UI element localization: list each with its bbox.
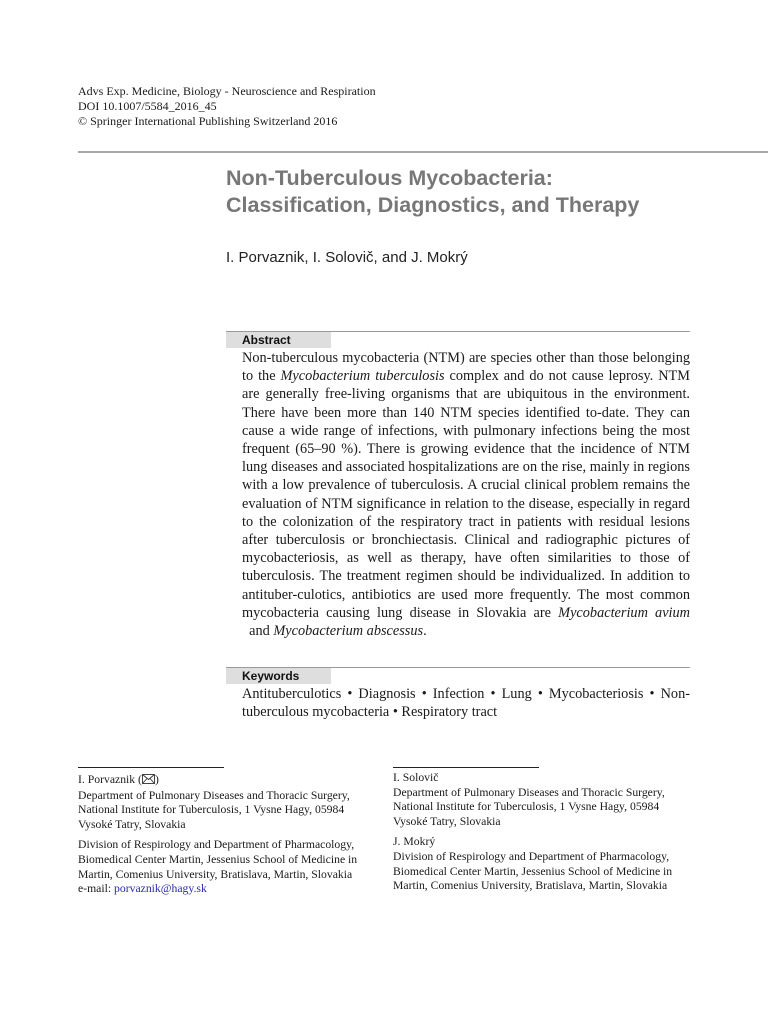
abstract-part-3: and — [242, 623, 274, 640]
title-line-1: Non-Tuberculous Mycobacteria: — [226, 166, 553, 190]
author-name-solovic: I. Solovič — [393, 771, 439, 784]
affiliation-left — [78, 773, 368, 897]
envelope-icon — [142, 774, 155, 789]
keywords-text: Antituberculotics • Diagnosis • Infection • Lung • Mycobacteriosis • Non-tuberculous mycobacteria • Respiratory tract — [242, 686, 690, 721]
affiliation-right-dept1: Department of Pulmonary Diseases and Thoracic Surgery, National Institute for Tuberculosis, 1 Vysne Hagy, 05984 Vysoké Tatry, Slovakia — [393, 785, 665, 828]
footnote-rule-left — [78, 767, 224, 768]
paper-title — [226, 165, 746, 219]
author-name-porvaznik: I. Porvaznik ( — [78, 773, 142, 786]
email-line — [78, 882, 368, 897]
abstract-italic-3: Mycobacterium abscessus — [273, 623, 424, 640]
author-list: I. Porvaznik, I. Solovič, and J. Mokrý — [226, 249, 468, 266]
header-rule — [78, 151, 768, 153]
affiliation-right-dept2: Division of Respirology and Department of Pharmacology, Biomedical Center Martin, Jessenius School of Medicine in Martin, Comenius University, Bratislava, Martin, Slovakia — [393, 849, 673, 893]
affiliation-right — [393, 771, 683, 894]
keywords-label: Keywords — [226, 668, 331, 684]
email-link[interactable]: porvaznik@hagy.sk — [114, 882, 207, 896]
title-line-2: Classification, Diagnostics, and Therapy — [226, 193, 640, 217]
copyright: © Springer International Publishing Switzerland 2016 — [78, 114, 338, 128]
email-label: e-mail: — [78, 882, 115, 896]
abstract-part-1: Non-tuberculous mycobacteria (NTM) are species other than those belonging to the — [242, 350, 690, 385]
author-name-close: ) — [154, 773, 159, 786]
journal-name: Advs Exp. Medicine, Biology - Neuroscience and Respiration — [78, 84, 376, 98]
abstract-text — [242, 349, 690, 640]
abstract-italic-2: Mycobacterium avium — [558, 604, 690, 621]
affiliation-left-dept1: Department of Pulmonary Diseases and Thoracic Surgery, National Institute for Tuberculosis, 1 Vysne Hagy, 05984 Vysoké Tatry, Slovakia — [78, 788, 350, 831]
abstract-part-2: complex and do not cause leprosy. NTM are generally free-living organisms that are ubiquitous in the environment. There have been more than 140 NTM species identified to-date. They can cause a wide range of infections, with pulmonary infections being the most frequent (65–90 %). There is growing evidence that the incidence of NTM lung diseases and associated hospitalizations are on the rise, mainly in regions with a low prevalence of tuberculosis. A crucial clinical problem remains the evaluation of NTM significance in relation to the disease, especially in regard to the colonization of the respiratory tract in patients with residual lesions after tuberculosis or bronchiectasis. Clinical and radiographic pictures of mycobacteriosis, as well as therapy, have often similarities to those of tuberculosis. The treatment regimen should be individualized. In addition to antituber-culotics, antibiotics are used more frequently. The most common mycobacteria causing lung disease in Slovakia are — [242, 368, 690, 621]
journal-header — [78, 84, 376, 129]
footnote-rule-right — [393, 767, 539, 768]
abstract-label: Abstract — [226, 332, 331, 348]
author-name-mokry: J. Mokrý — [393, 835, 436, 849]
affiliation-left-dept2: Division of Respirology and Department of Pharmacology, Biomedical Center Martin, Jessenius School of Medicine in Martin, Comenius University, Bratislava, Martin, Slovakia — [78, 838, 358, 881]
abstract-italic-1: Mycobacterium tuberculosis — [280, 368, 445, 385]
doi: DOI 10.1007/5584_2016_45 — [78, 99, 217, 113]
corresponding-author — [78, 773, 368, 789]
abstract-part-4: . — [423, 623, 427, 640]
